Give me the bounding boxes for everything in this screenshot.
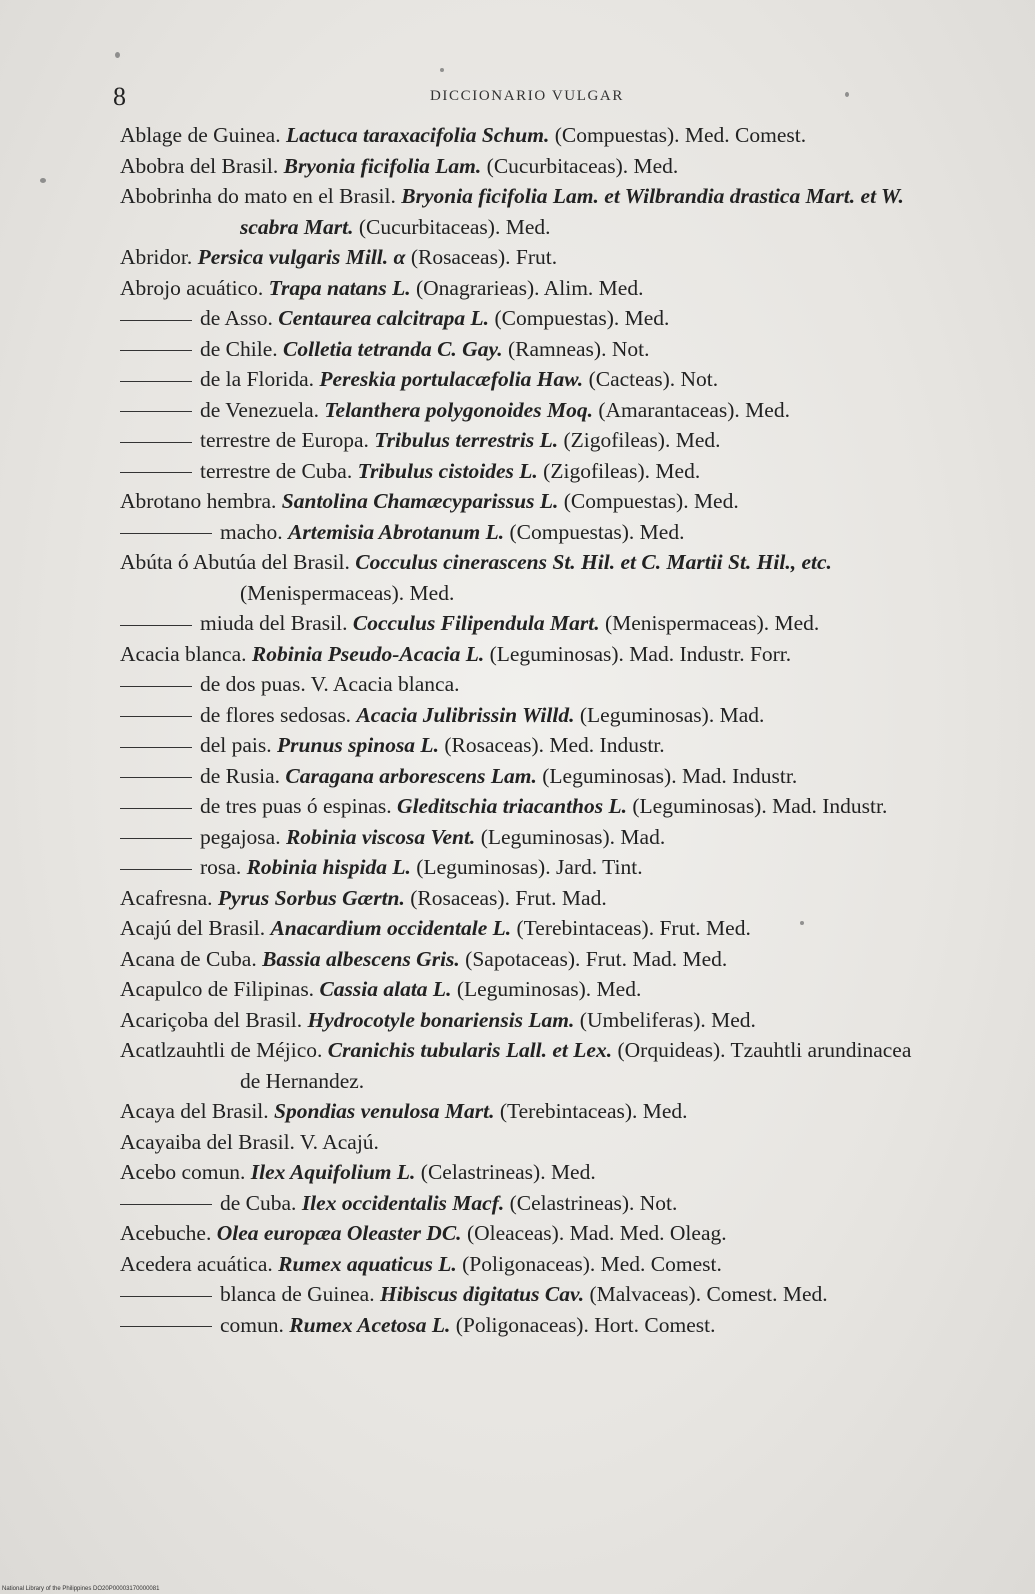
entry-family-uses: (Cacteas). Not. xyxy=(583,367,719,391)
entry-scientific-name: Cocculus Filipendula Mart. xyxy=(352,611,600,635)
dictionary-entry xyxy=(120,883,935,914)
entry-common-name: Acebo comun. xyxy=(120,1160,251,1184)
repeat-dash xyxy=(120,320,192,321)
entry-common-name: Acatlzauhtli de Méjico. xyxy=(120,1038,328,1062)
dictionary-entry xyxy=(120,913,935,944)
dictionary-subentry xyxy=(120,395,935,426)
entry-scientific-name: Trapa natans L. xyxy=(268,275,411,300)
entry-family-uses: (Ramneas). Not. xyxy=(502,336,650,361)
dictionary-subentry xyxy=(120,761,935,792)
entry-scientific-name: Centaurea calcitrapa L. xyxy=(278,306,490,330)
repeat-dash xyxy=(120,869,192,870)
entry-scientific-name: Tribulus cistoides L. xyxy=(357,458,538,483)
dictionary-subentry xyxy=(120,425,935,456)
entry-family-uses: (Cucurbitaceas). Med. xyxy=(481,153,679,178)
entry-family-uses: (Compuestas). Med. Comest. xyxy=(549,123,807,147)
entry-scientific-name: Persica vulgaris Mill. α xyxy=(197,245,406,269)
entry-scientific-name: Prunus spinosa L. xyxy=(277,733,439,757)
entry-scientific-name: Cassia alata L. xyxy=(319,977,452,1001)
dictionary-entry xyxy=(120,181,935,242)
entry-common-name: de Cuba. xyxy=(220,1190,302,1215)
scan-speck xyxy=(440,68,444,72)
entry-common-name: del pais. xyxy=(200,733,278,757)
entry-scientific-name: Olea europæa Oleaster DC. xyxy=(216,1221,462,1245)
entry-scientific-name: Ilex Aquifolium L. xyxy=(250,1160,416,1184)
entry-family-uses: (Amarantaceas). Med. xyxy=(592,397,790,422)
entry-family-uses: (Celastrineas). Not. xyxy=(504,1190,678,1215)
repeat-dash xyxy=(120,350,192,351)
entry-family-uses: (Menispermaceas). Med. xyxy=(599,611,820,635)
entry-family-uses: (Compuestas). Med. xyxy=(489,306,670,330)
dictionary-entry xyxy=(120,1127,935,1158)
entry-family-uses: (Leguminosas). Mad. xyxy=(574,702,765,727)
entry-scientific-name: Robinia Pseudo-Acacia L. xyxy=(251,641,485,666)
entry-common-name: Ablage de Guinea. xyxy=(120,123,286,147)
entry-family-uses: (Malvaceas). Comest. Med. xyxy=(584,1282,828,1306)
scan-footer: National Library of the Philippines DO20P00003170000081 xyxy=(2,1586,160,1592)
dictionary-subentry xyxy=(120,700,935,731)
entry-common-name: de la Florida. xyxy=(200,367,320,391)
entry-scientific-name: Pereskia portulacæfolia Haw. xyxy=(319,367,584,391)
dictionary-entry xyxy=(120,242,935,273)
repeat-dash xyxy=(120,716,192,717)
entry-scientific-name: Acacia Julibrissin Willd. xyxy=(356,702,575,727)
entry-common-name: blanca de Guinea. xyxy=(220,1282,380,1306)
entry-family-uses: (Leguminosas). Jard. Tint. xyxy=(410,855,643,879)
dictionary-entries xyxy=(120,120,935,1340)
dictionary-entry xyxy=(120,1035,935,1096)
entry-common-name: Abúta ó Abutúa del Brasil. xyxy=(120,550,356,574)
repeat-dash xyxy=(120,838,192,839)
entry-scientific-name: Colletia tetranda C. Gay. xyxy=(283,336,503,361)
entry-common-name: rosa. xyxy=(200,855,247,879)
repeat-dash xyxy=(120,686,192,687)
dictionary-entry xyxy=(120,1249,935,1280)
entry-common-name: Acebuche. xyxy=(120,1221,217,1245)
dictionary-subentry xyxy=(120,1279,935,1310)
dictionary-subentry xyxy=(120,669,935,700)
scan-speck xyxy=(115,52,120,58)
entry-family-uses: (Leguminosas). Mad. Industr. Forr. xyxy=(484,641,792,666)
entry-family-uses: (Leguminosas). Mad. Industr. xyxy=(627,794,888,818)
entry-common-name: Acedera acuática. xyxy=(120,1251,279,1276)
entry-scientific-name: Rumex aquaticus L. xyxy=(278,1251,457,1276)
entry-common-name: Acacia blanca. xyxy=(120,641,252,666)
entry-scientific-name: Hydrocotyle bonariensis Lam. xyxy=(307,1007,575,1032)
entry-scientific-name: Bassia albescens Gris. xyxy=(262,946,460,971)
entry-common-name: macho. xyxy=(220,519,289,544)
dictionary-subentry xyxy=(120,364,935,395)
entry-scientific-name: Cocculus cinerascens St. Hil. et C. Martii St. Hil., etc. xyxy=(355,550,832,574)
entry-family-uses: (Zigofileas). Med. xyxy=(558,428,721,452)
entry-scientific-name: Rumex Acetosa L. xyxy=(289,1312,451,1337)
dictionary-entry xyxy=(120,1218,935,1249)
dictionary-subentry xyxy=(120,1310,935,1341)
entry-family-uses: (Onagrarieas). Alim. Med. xyxy=(410,275,644,300)
dictionary-entry xyxy=(120,639,935,670)
running-head: DICCIONARIO VULGAR xyxy=(430,88,624,104)
entry-common-name: de Rusia. xyxy=(200,763,286,788)
entry-common-name: de Asso. xyxy=(200,306,279,330)
entry-family-uses: (Leguminosas). Mad. xyxy=(475,824,666,849)
entry-family-uses: (Rosaceas). Frut. Mad. xyxy=(404,885,607,910)
entry-common-name: pegajosa. xyxy=(200,824,286,849)
entry-scientific-name: Robinia viscosa Vent. xyxy=(285,824,476,849)
dictionary-entry xyxy=(120,944,935,975)
dictionary-subentry xyxy=(120,303,935,334)
entry-family-uses: (Sapotaceas). Frut. Mad. Med. xyxy=(459,946,728,971)
dictionary-subentry xyxy=(120,334,935,365)
entry-common-name: Acaya del Brasil. xyxy=(120,1099,275,1123)
entry-scientific-name: Telanthera polygonoides Moq. xyxy=(324,397,593,422)
repeat-dash xyxy=(120,411,192,412)
repeat-dash xyxy=(120,747,192,748)
entry-family-uses: (Poligonaceas). Hort. Comest. xyxy=(450,1312,716,1337)
entry-scientific-name: Artemisia Abrotanum L. xyxy=(288,519,505,544)
entry-scientific-name: Tribulus terrestris L. xyxy=(374,428,559,452)
entry-common-name: de Chile. xyxy=(200,336,283,361)
entry-common-name: de dos puas. V. Acacia blanca. xyxy=(200,672,460,696)
repeat-dash xyxy=(120,381,192,382)
entry-common-name: miuda del Brasil. xyxy=(200,611,353,635)
dictionary-subentry xyxy=(120,608,935,639)
entry-scientific-name: Hibiscus digitatus Cav. xyxy=(379,1282,585,1306)
entry-common-name: de tres puas ó espinas. xyxy=(200,794,398,818)
dictionary-subentry xyxy=(120,822,935,853)
dictionary-entry xyxy=(120,1157,935,1188)
entry-common-name: Abobra del Brasil. xyxy=(120,153,284,178)
dictionary-entry xyxy=(120,547,935,608)
entry-family-uses: (Orquideas). Tzauhtli arundinacea de Hernandez. xyxy=(240,1038,912,1093)
entry-common-name: terrestre de Europa. xyxy=(200,428,375,452)
entry-common-name: Acana de Cuba. xyxy=(120,946,263,971)
entry-scientific-name: Bryonia ficifolia Lam. et Wilbrandia drastica Mart. et W. scabra Mart. xyxy=(240,184,904,239)
repeat-dash xyxy=(120,808,192,809)
entry-family-uses: (Terebintaceas). Frut. Med. xyxy=(511,916,751,940)
dictionary-subentry xyxy=(120,1188,935,1219)
dictionary-entry xyxy=(120,486,935,517)
entry-common-name: Abrotano hembra. xyxy=(120,489,282,513)
dictionary-entry xyxy=(120,273,935,304)
entry-scientific-name: Ilex occidentalis Macf. xyxy=(301,1190,505,1215)
dictionary-subentry xyxy=(120,456,935,487)
entry-family-uses: (Umbeliferas). Med. xyxy=(574,1007,756,1032)
entry-family-uses: (Leguminosas). Mad. Industr. xyxy=(536,763,798,788)
entry-family-uses: (Zigofileas). Med. xyxy=(537,458,701,483)
entry-scientific-name: Anacardium occidentale L. xyxy=(270,916,512,940)
entry-family-uses: (Oleaceas). Mad. Med. Oleag. xyxy=(461,1221,727,1245)
page-number: 8 xyxy=(113,82,126,111)
entry-scientific-name: Spondias venulosa Mart. xyxy=(274,1099,495,1123)
entry-common-name: terrestre de Cuba. xyxy=(200,458,358,483)
dictionary-entry xyxy=(120,151,935,182)
entry-scientific-name: Caragana arborescens Lam. xyxy=(285,763,537,788)
entry-common-name: Acayaiba del Brasil. V. Acajú. xyxy=(120,1129,379,1154)
repeat-dash xyxy=(120,442,192,443)
repeat-dash xyxy=(120,625,192,626)
entry-common-name: Acapulco de Filipinas. xyxy=(120,977,320,1001)
entry-family-uses: (Leguminosas). Med. xyxy=(451,977,642,1001)
scan-speck xyxy=(40,178,46,183)
dictionary-subentry xyxy=(120,791,935,822)
entry-scientific-name: Pyrus Sorbus Gærtn. xyxy=(217,885,405,910)
dictionary-subentry xyxy=(120,730,935,761)
entry-family-uses: (Cucurbitaceas). Med. xyxy=(353,214,551,239)
entry-family-uses: (Poligonaceas). Med. Comest. xyxy=(456,1251,722,1276)
entry-scientific-name: Bryonia ficifolia Lam. xyxy=(283,153,482,178)
repeat-dash xyxy=(120,1296,212,1297)
entry-common-name: Acajú del Brasil. xyxy=(120,916,271,940)
repeat-dash xyxy=(120,1204,212,1205)
dictionary-entry xyxy=(120,120,935,151)
entry-common-name: de Venezuela. xyxy=(200,397,325,422)
entry-common-name: Acariçoba del Brasil. xyxy=(120,1007,308,1032)
entry-family-uses: (Terebintaceas). Med. xyxy=(494,1099,688,1123)
entry-common-name: Acafresna. xyxy=(120,885,218,910)
dictionary-entry xyxy=(120,974,935,1005)
dictionary-subentry xyxy=(120,852,935,883)
repeat-dash xyxy=(120,1326,212,1327)
entry-family-uses: (Compuestas). Med. xyxy=(558,489,739,513)
entry-family-uses: (Rosaceas). Med. Industr. xyxy=(438,733,665,757)
entry-family-uses: (Rosaceas). Frut. xyxy=(405,245,558,269)
dictionary-subentry xyxy=(120,517,935,548)
entry-family-uses: (Compuestas). Med. xyxy=(504,519,685,544)
dictionary-entry xyxy=(120,1005,935,1036)
entry-scientific-name: Gleditschia triacanthos L. xyxy=(397,794,627,818)
entry-scientific-name: Cranichis tubularis Lall. et Lex. xyxy=(327,1038,613,1062)
entry-family-uses: (Menispermaceas). Med. xyxy=(240,580,455,605)
repeat-dash xyxy=(120,533,212,534)
repeat-dash xyxy=(120,472,192,473)
entry-scientific-name: Santolina Chamæcyparissus L. xyxy=(281,489,559,513)
dictionary-entry xyxy=(120,1096,935,1127)
scan-speck xyxy=(845,92,849,97)
repeat-dash xyxy=(120,777,192,778)
entry-common-name: Abrojo acuático. xyxy=(120,275,269,300)
entry-common-name: comun. xyxy=(220,1312,290,1337)
entry-common-name: de flores sedosas. xyxy=(200,702,357,727)
entry-family-uses: (Celastrineas). Med. xyxy=(415,1160,596,1184)
entry-scientific-name: Robinia hispida L. xyxy=(246,855,411,879)
entry-scientific-name: Lactuca taraxacifolia Schum. xyxy=(285,123,550,147)
entry-common-name: Abridor. xyxy=(120,245,198,269)
entry-common-name: Abobrinha do mato en el Brasil. xyxy=(120,184,402,208)
